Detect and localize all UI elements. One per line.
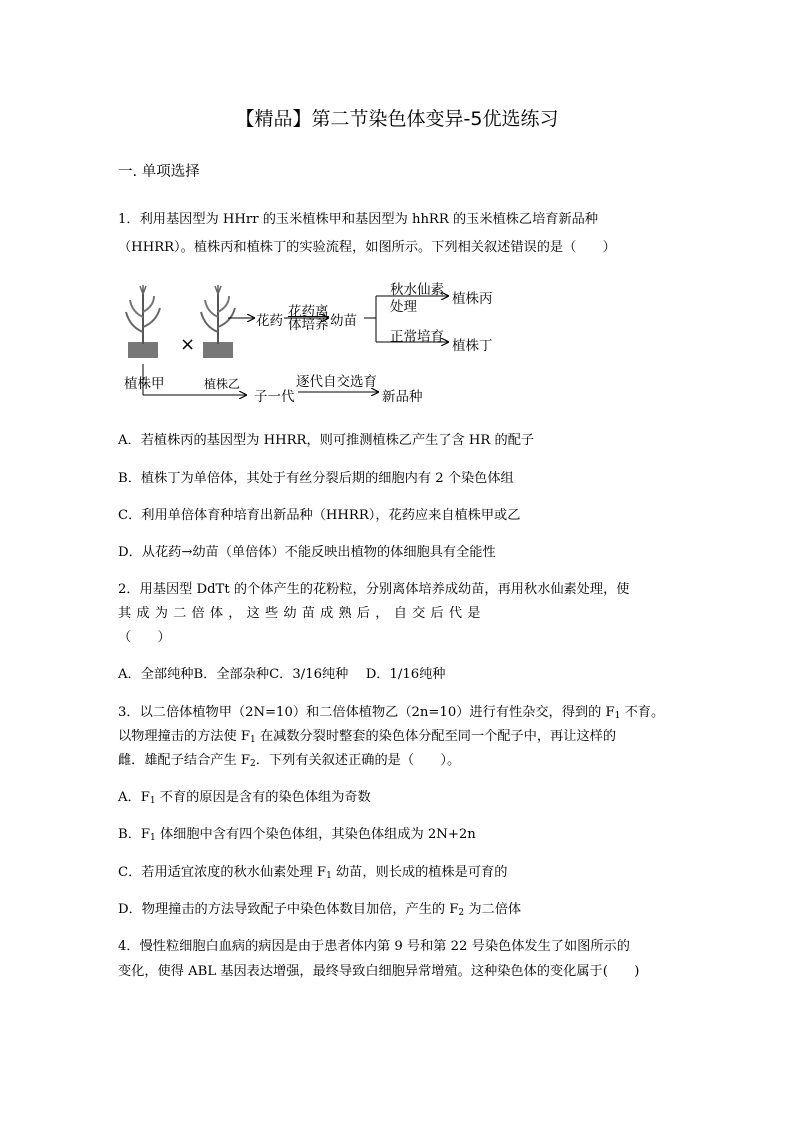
q3-option-b (118, 823, 476, 843)
q1-stem-line-1: 1．利用基因型为 HHrr 的玉米植株甲和基因型为 hhRR 的玉米植株乙培育新品种 (118, 212, 599, 227)
label-culture-1: 花药离 (288, 304, 329, 320)
q3-option-c (118, 861, 507, 881)
q3-option-d-sub: 2 (458, 908, 465, 918)
q3-stem-line-2-a: 以物理撞击的方法使 F (118, 729, 251, 744)
q4-stem-line-2: 变化，使得 ABL 基因表达增强，最终导致白细胞异常增殖。这种染色体的变化属于( ) (118, 964, 640, 979)
q3-option-a-pre: A．F (118, 790, 150, 805)
q4-stem-line-1: 4．慢性粒细胞白血病的病因是由于患者体内第 9 号和第 22 号染色体发生了如图所示的 (118, 939, 630, 954)
label-selfing: 逐代自交选育 (296, 374, 377, 390)
q2-stem-line-1: 2．用基因型 DdTt 的个体产生的花粉粒，分别离体培养成幼苗，再用秋水仙素处理，使 (118, 582, 630, 597)
q3-option-c-post: 幼苗，则长成的植株是可育的 (331, 865, 508, 880)
label-plant-a: 植株甲 (124, 376, 165, 392)
corn-plant-b-icon (201, 285, 235, 358)
label-culture-2: 体培养 (288, 317, 329, 333)
q3-option-a (118, 786, 371, 806)
q2-stem-line-2: 其 成 为 二 倍 体 ， 这 些 幼 苗 成 熟 后 ， 自 交 后 代 是 (118, 606, 481, 621)
label-colchicine: 秋水仙素 (390, 282, 444, 298)
q3-stem-line-3-b: ．下列有关叙述正确的是（ ）。 (255, 753, 461, 768)
label-seedling: 幼苗 (330, 313, 357, 329)
q2-options: A．全部纯种B．全部杂种C．3/16纯种 D．1/16纯种 (118, 667, 446, 682)
label-anther: 花药 (256, 313, 283, 329)
breeding-flow-diagram (118, 272, 538, 412)
label-treatment: 处理 (390, 299, 417, 315)
q1-option-a: A．若植株丙的基因型为 HHRR，则可推测植株乙产生了含 HR 的配子 (118, 433, 535, 448)
q1-option-d: D．从花药→幼苗（单倍体）不能反映出植物的体细胞具有全能性 (118, 545, 496, 560)
q3-stem-line-1-sub: 1 (614, 711, 621, 721)
q1-stem-line-2: （HHRR）。植株丙和植株丁的实验流程，如图所示。下列相关叙述错误的是（ ） (118, 240, 616, 255)
q3-option-d-pre: D．物理撞击的方法导致配子中染色体数目加倍，产生的 F (118, 902, 459, 917)
q3-option-b-pre: B．F (118, 827, 151, 842)
label-plant-c: 植株丙 (452, 291, 493, 307)
q3-option-c-pre: C．若用适宜浓度的秋水仙素处理 F (118, 865, 327, 880)
label-new-variety: 新品种 (382, 389, 423, 405)
q3-stem-line-3-a: 雌．雄配子结合产生 F (118, 753, 251, 768)
label-plant-b: 植株乙 (204, 377, 241, 391)
q3-option-d (118, 898, 521, 918)
q3-option-a-sub: 1 (149, 796, 156, 806)
q1-option-c: C．利用单倍体育种培育出新品种（HHRR），花药应来自植株甲或乙 (118, 508, 521, 523)
q3-stem-line-1-a: 3．以二倍体植物甲（2N=10）和二倍体植物乙（2n=10）进行有性杂交，得到的 F (118, 705, 615, 720)
corn-plant-a-icon (126, 285, 160, 358)
q3-option-b-sub: 1 (150, 833, 156, 843)
section-heading: 一. 单项选择 (118, 164, 200, 180)
q3-option-b-post: 体细胞中含有四个染色体组，其染色体组成为 2N+2n (155, 827, 476, 842)
q3-option-d-post: 为二倍体 (464, 902, 522, 917)
q3-option-a-post: 不育的原因是含有的染色体组为奇数 (155, 790, 371, 805)
page-title: 【精品】第二节染色体变异-5优选练习 (235, 108, 559, 130)
q2-stem-line-3: （ ） (118, 630, 171, 645)
q3-stem-line-1-b: 不育。 (620, 705, 665, 720)
q3-stem-line-3 (118, 749, 460, 769)
q3-stem-line-1 (118, 701, 664, 721)
label-plant-d: 植株丁 (452, 338, 493, 354)
label-normal-growth: 正常培育 (390, 329, 444, 345)
q1-option-b: B．植株丁为单倍体，其处于有丝分裂后期的细胞内有 2 个染色体组 (118, 471, 514, 486)
q3-stem-line-2-sub: 1 (250, 735, 256, 745)
cross-symbol: × (180, 334, 196, 355)
q3-stem-line-2 (118, 725, 616, 745)
q3-stem-line-3-sub: 2 (250, 759, 256, 769)
q3-stem-line-2-b: 在减数分裂时整套的染色体分配至同一个配子中，再让这样的 (255, 729, 617, 744)
q3-option-c-sub: 1 (326, 871, 332, 881)
label-offspring: 子一代 (254, 389, 295, 405)
